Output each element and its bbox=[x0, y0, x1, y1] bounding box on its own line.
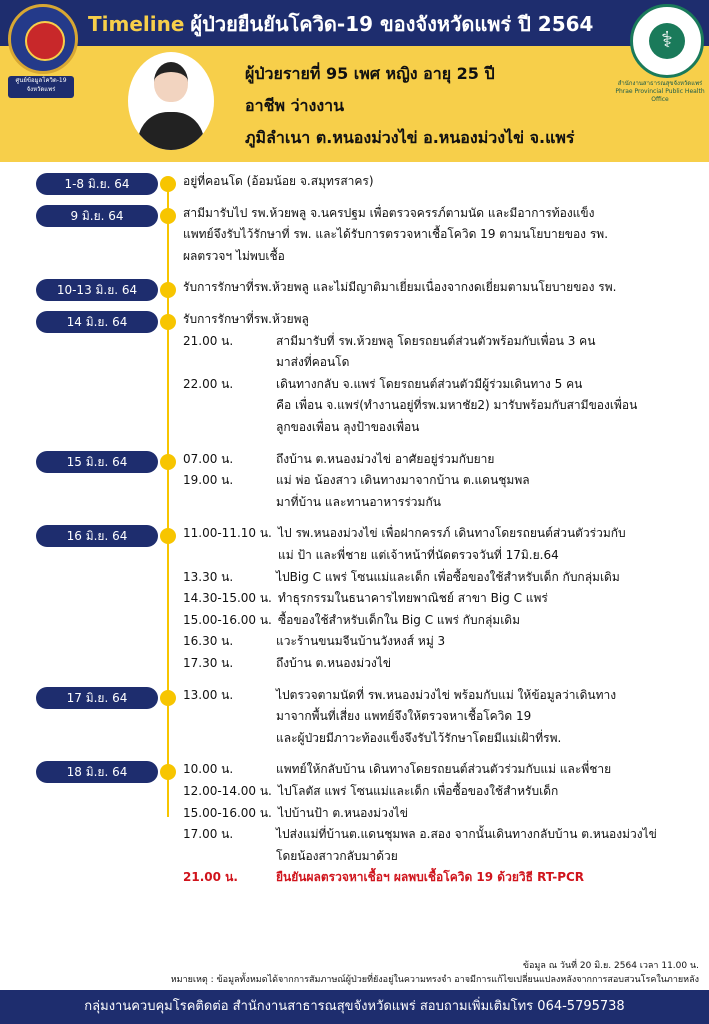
event-text: ลูกของเพื่อน ลุงป้าของเพื่อน bbox=[276, 420, 420, 434]
event-text: มาที่บ้าน และทานอาหารร่วมกัน bbox=[276, 494, 441, 509]
event-time: 21.00 น. bbox=[183, 870, 238, 885]
provincial-seal-logo bbox=[8, 4, 78, 74]
event-text: และผู้ป่วยมีภาวะท้องแข็งจึงรับไว้รักษาโดยมีแม่เฝ้าที่รพ. bbox=[276, 730, 562, 745]
event-text: ซื้อของใช้สำหรับเด็กใน Big C แพร่ กับกลุ่มเดิม bbox=[278, 612, 521, 627]
event-time: 19.00 น. bbox=[183, 473, 234, 488]
remark: หมายเหตุ : ข้อมูลทั้งหมดได้จากการสัมภาษณ์ผู้ป่วยที่ยังอยู่ในความทรงจำ อาจมีการแก้ไขเปลี่ยนแปลงหลังจากการสอบสวนโรคในภายหลัง bbox=[170, 975, 699, 985]
covid-center-caption: ศูนย์ข้อมูลโควิด-19 จังหวัดแพร่ bbox=[8, 76, 74, 98]
event-time: 21.00 น. bbox=[183, 333, 234, 348]
patient-info-line-3: ภูมิลำเนา ต.หนองม่วงไข่ อ.หนองม่วงไข่ จ.แพร่ bbox=[245, 128, 575, 147]
date-badge: 18 มิ.ย. 64 bbox=[36, 761, 158, 783]
event-text: ผลตรวจฯ ไม่พบเชื้อ bbox=[183, 248, 285, 263]
event-time: 15.00-16.00 น. bbox=[183, 805, 272, 820]
timeline-dot bbox=[160, 454, 176, 470]
event-text: ยืนยันผลตรวจหาเชื้อฯ ผลพบเชื้อโควิด 19 ด้วยวิธี RT-PCR bbox=[276, 870, 585, 885]
event-time: 13.00 น. bbox=[183, 687, 234, 702]
event-text: รับการรักษาที่รพ.ห้วยพลู และไม่มีญาติมาเยี่ยมเนื่องจากงดเยี่ยมตามนโยบายของ รพ. bbox=[183, 280, 617, 295]
event-text: สามีมารับไป รพ.ห้วยพลู จ.นครปฐม เพื่อตรวจครรภ์ตามนัด และมีอาการท้องแข็ง bbox=[183, 205, 595, 220]
event-text: เดินทางกลับ จ.แพร่ โดยรถยนต์ส่วนตัวมีผู้ร่วมเดินทาง 5 คน bbox=[276, 376, 583, 391]
footer-contact: กลุ่มงานควบคุมโรคติดต่อ สำนักงานสาธารณสุขจังหวัดแพร่ สอบถามเพิ่มเติมโทร 064-5795738 bbox=[0, 990, 709, 1024]
event-text: ทำธุรกรรมในธนาคารไทยพาณิชย์ สาขา Big C แพร่ bbox=[278, 591, 548, 606]
event-text: แพทย์จึงรับไว้รักษาที่ รพ. และได้รับการตรวจหาเชื้อโควิด 19 ตามนโยบายของ รพ. bbox=[183, 227, 609, 242]
event-text: แพทย์ให้กลับบ้าน เดินทางโดยรถยนต์ส่วนตัวร่วมกับแม่ และพี่ชาย bbox=[276, 762, 612, 777]
event-text: รับการรักษาที่รพ.ห้วยพลู bbox=[183, 312, 309, 326]
moph-logo: ⚕ bbox=[630, 4, 704, 78]
event-text: ไปบ้านป้า ต.หนองม่วงไข่ bbox=[278, 805, 408, 820]
date-badge: 10-13 มิ.ย. 64 bbox=[36, 279, 158, 301]
patient-info-line-2: อาชีพ ว่างงาน bbox=[245, 96, 345, 115]
event-text: คือ เพื่อน จ.แพร่(ทำงานอยู่ที่รพ.มหาชัย2) มารับพร้อมกับสามีของเพื่อน bbox=[276, 398, 638, 413]
event-text: มาจากพื้นที่เสี่ยง แพทย์จึงให้ตรวจหาเชื้อโควิด 19 bbox=[276, 709, 532, 724]
event-text: ไปBig C แพร่ โซนแม่และเด็ก เพื่อซื้อของใช้สำหรับเด็ก กับกลุ่มเดิม bbox=[276, 569, 620, 584]
event-text: ถึงบ้าน ต.หนองม่วงไข่ bbox=[276, 656, 392, 670]
event-text: แม่ พ่อ น้องสาว เดินทางมาจากบ้าน ต.แดนชุมพล bbox=[276, 473, 530, 488]
page-title bbox=[88, 8, 628, 40]
patient-info-line-1: ผู้ป่วยรายที่ 95 เพศ หญิง อายุ 25 ปี bbox=[245, 64, 495, 83]
timeline-dot bbox=[160, 764, 176, 780]
timeline-dot bbox=[160, 282, 176, 298]
event-time: 07.00 น. bbox=[183, 451, 234, 466]
event-text: ไปส่งแม่ที่บ้านต.แดนชุมพล อ.สอง จากนั้นเดินทางกลับบ้าน ต.หนองม่วงไข่ bbox=[276, 827, 657, 842]
title-prefix: Timeline bbox=[88, 12, 185, 36]
timeline-axis bbox=[167, 183, 169, 817]
event-text: โดยน้องสาวกลับมาด้วย bbox=[276, 848, 398, 863]
date-badge: 17 มิ.ย. 64 bbox=[36, 687, 158, 709]
title-text: ผู้ป่วยยืนยันโควิด-19 ของจังหวัดแพร่ ปี 2564 bbox=[190, 12, 594, 36]
event-text: ไปโลตัส แพร่ โซนแม่และเด็ก เพื่อซื้อของใช้สำหรับเด็ก bbox=[278, 784, 559, 798]
timeline-dot bbox=[160, 314, 176, 330]
timeline-dot bbox=[160, 208, 176, 224]
event-time: 12.00-14.00 น. bbox=[183, 784, 272, 798]
date-badge: 16 มิ.ย. 64 bbox=[36, 525, 158, 547]
event-time: 15.00-16.00 น. bbox=[183, 612, 272, 627]
event-text: ถึงบ้าน ต.หนองม่วงไข่ อาศัยอยู่ร่วมกับยาย bbox=[276, 451, 495, 466]
event-time: 16.30 น. bbox=[183, 634, 234, 649]
date-badge: 14 มิ.ย. 64 bbox=[36, 311, 158, 333]
data-as-of: ข้อมูล ณ วันที่ 20 มิ.ย. 2564 เวลา 11.00 น. bbox=[522, 961, 699, 971]
event-text: แม่ ป้า และพี่ชาย แต่เจ้าหน้าที่นัดตรวจวันที่ 17มิ.ย.64 bbox=[278, 548, 559, 562]
date-badge: 1-8 มิ.ย. 64 bbox=[36, 173, 158, 195]
patient-avatar-icon bbox=[128, 52, 214, 150]
event-time: 17.30 น. bbox=[183, 656, 234, 670]
date-badge: 9 มิ.ย. 64 bbox=[36, 205, 158, 227]
event-time: 14.30-15.00 น. bbox=[183, 591, 272, 606]
event-text: มาส่งที่คอนโด bbox=[276, 355, 350, 370]
event-text: แวะร้านขนมจีนบ้านวังหงส์ หมู่ 3 bbox=[276, 634, 446, 649]
timeline-dot bbox=[160, 176, 176, 192]
event-text: สามีมารับที่ รพ.ห้วยพลู โดยรถยนต์ส่วนตัวพร้อมกับเพื่อน 3 คน bbox=[276, 333, 596, 348]
event-time: 17.00 น. bbox=[183, 827, 234, 842]
event-time: 10.00 น. bbox=[183, 762, 234, 777]
timeline-dot bbox=[160, 528, 176, 544]
event-text: อยู่ที่คอนโด (อ้อมน้อย จ.สมุทรสาคร) bbox=[183, 174, 374, 188]
timeline-dot bbox=[160, 690, 176, 706]
event-text: ไปตรวจตามนัดที่ รพ.หนองม่วงไข่ พร้อมกับแม่ ให้ข้อมูลว่าเดินทาง bbox=[276, 687, 617, 702]
event-text: ไป รพ.หนองม่วงไข่ เพื่อฝากครรภ์ เดินทางโดยรถยนต์ส่วนตัวร่วมกับ bbox=[278, 526, 626, 541]
moph-caption: สำนักงานสาธารณสุขจังหวัดแพร่ Phrae Provincial Public Health Office bbox=[615, 80, 705, 103]
event-time: 22.00 น. bbox=[183, 376, 234, 391]
event-time: 11.00-11.10 น. bbox=[183, 526, 272, 541]
event-time: 13.30 น. bbox=[183, 569, 234, 584]
date-badge: 15 มิ.ย. 64 bbox=[36, 451, 158, 473]
